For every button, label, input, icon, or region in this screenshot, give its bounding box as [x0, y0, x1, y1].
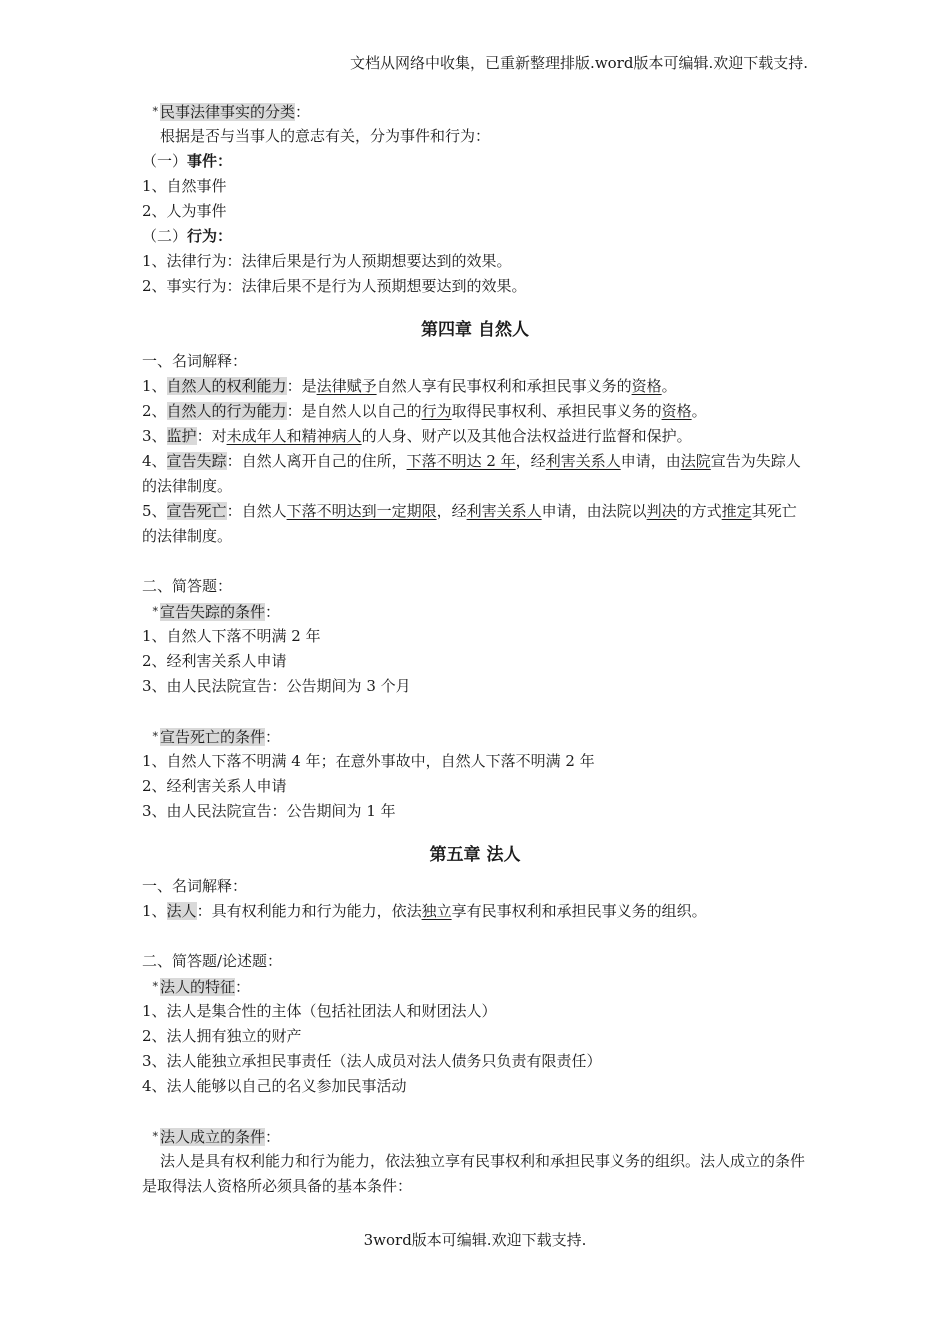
- chapter-title: 第四章 自然人: [421, 320, 529, 340]
- list-item: 1、自然事件: [142, 177, 227, 195]
- subheading: （二）行为：: [142, 227, 233, 245]
- term: 法人: [166, 902, 197, 920]
- bullet-star-icon: *: [152, 1130, 158, 1143]
- question-heading: * 法人的特征：: [142, 974, 808, 999]
- list-item: 3、法人能独立承担民事责任（法人成员对法人债务只负责有限责任）: [142, 1052, 602, 1070]
- term: 自然人的权利能力: [166, 377, 287, 395]
- question-heading: * 法人成立的条件：: [142, 1124, 808, 1149]
- list-item: 2、人为事件: [142, 202, 227, 220]
- list-item: 2、法人拥有独立的财产: [142, 1027, 302, 1045]
- page-content: [142, 99, 808, 1199]
- section-heading: 一、名词解释：: [142, 352, 248, 370]
- list-item: 1、自然人下落不明满 2 年: [142, 627, 321, 645]
- question-heading: * 宣告死亡的条件：: [142, 724, 808, 749]
- chapter-title: 第五章 法人: [429, 845, 521, 865]
- definition-item: 3、监护：对未成年人和精神病人的人身、财产以及其他合法权益进行监督和保护。: [142, 427, 692, 445]
- definition-item: 2、自然人的行为能力：是自然人以自己的行为取得民事权利、承担民事义务的资格。: [142, 402, 707, 420]
- bullet-star-icon: *: [152, 605, 158, 618]
- section-heading: 二、简答题：: [142, 577, 233, 595]
- page-footer: 3word版本可编辑.欢迎下载支持.: [363, 1231, 587, 1249]
- highlighted-heading: 民事法律事实的分类: [160, 103, 296, 121]
- term: 监护: [166, 427, 197, 445]
- bullet-star-icon: *: [152, 730, 158, 743]
- section-heading: 一、名词解释：: [142, 877, 248, 895]
- list-item: 3、由人民法院宣告：公告期间为 1 年: [142, 802, 396, 820]
- list-item: 2、经利害关系人申请: [142, 652, 287, 670]
- term: 宣告死亡: [166, 502, 227, 520]
- list-item: 3、由人民法院宣告：公告期间为 3 个月: [142, 677, 411, 695]
- definition-item: 5、宣告死亡：自然人下落不明达到一定期限，经利害关系人申请，由法院以判决的方式推定其死亡的法律制度。: [142, 502, 797, 545]
- paragraph: 根据是否与当事人的意志有关，分为事件和行为：: [160, 127, 491, 145]
- definition-item: 1、法人：具有权利能力和行为能力，依法独立享有民事权利和承担民事义务的组织。: [142, 902, 707, 920]
- list-item: 1、自然人下落不明满 4 年；在意外事故中，自然人下落不明满 2 年: [142, 752, 595, 770]
- paragraph: 法人是具有权利能力和行为能力，依法独立享有民事权利和承担民事义务的组织。法人成立的条件是取得法人资格所必须具备的基本条件：: [142, 1152, 806, 1195]
- list-item: 4、法人能够以自己的名义参加民事活动: [142, 1077, 407, 1095]
- list-item: 1、法人是集合性的主体（包括社团法人和财团法人）: [142, 1002, 497, 1020]
- term: 自然人的行为能力: [166, 402, 287, 420]
- term: 宣告失踪: [166, 452, 227, 470]
- definition-item: 4、宣告失踪：自然人离开自己的住所，下落不明达 2 年，经利害关系人申请，由法院宣告为失踪人的法律制度。: [142, 452, 801, 495]
- list-item: 2、经利害关系人申请: [142, 777, 287, 795]
- question-heading: * 宣告失踪的条件：: [142, 599, 808, 624]
- list-item: 2、事实行为：法律后果不是行为人预期想要达到的效果。: [142, 277, 527, 295]
- subheading: （一）事件：: [142, 152, 233, 170]
- section-heading: * 民事法律事实的分类：: [142, 99, 808, 124]
- bullet-star-icon: *: [152, 105, 158, 118]
- definition-item: 1、自然人的权利能力：是法律赋予自然人享有民事权利和承担民事义务的资格。: [142, 377, 677, 395]
- section-heading: 二、简答题/论述题：: [142, 952, 283, 970]
- bullet-star-icon: *: [152, 980, 158, 993]
- page-header: 文档从网络中收集，已重新整理排版.word版本可编辑.欢迎下载支持.: [350, 54, 808, 72]
- list-item: 1、法律行为：法律后果是行为人预期想要达到的效果。: [142, 252, 512, 270]
